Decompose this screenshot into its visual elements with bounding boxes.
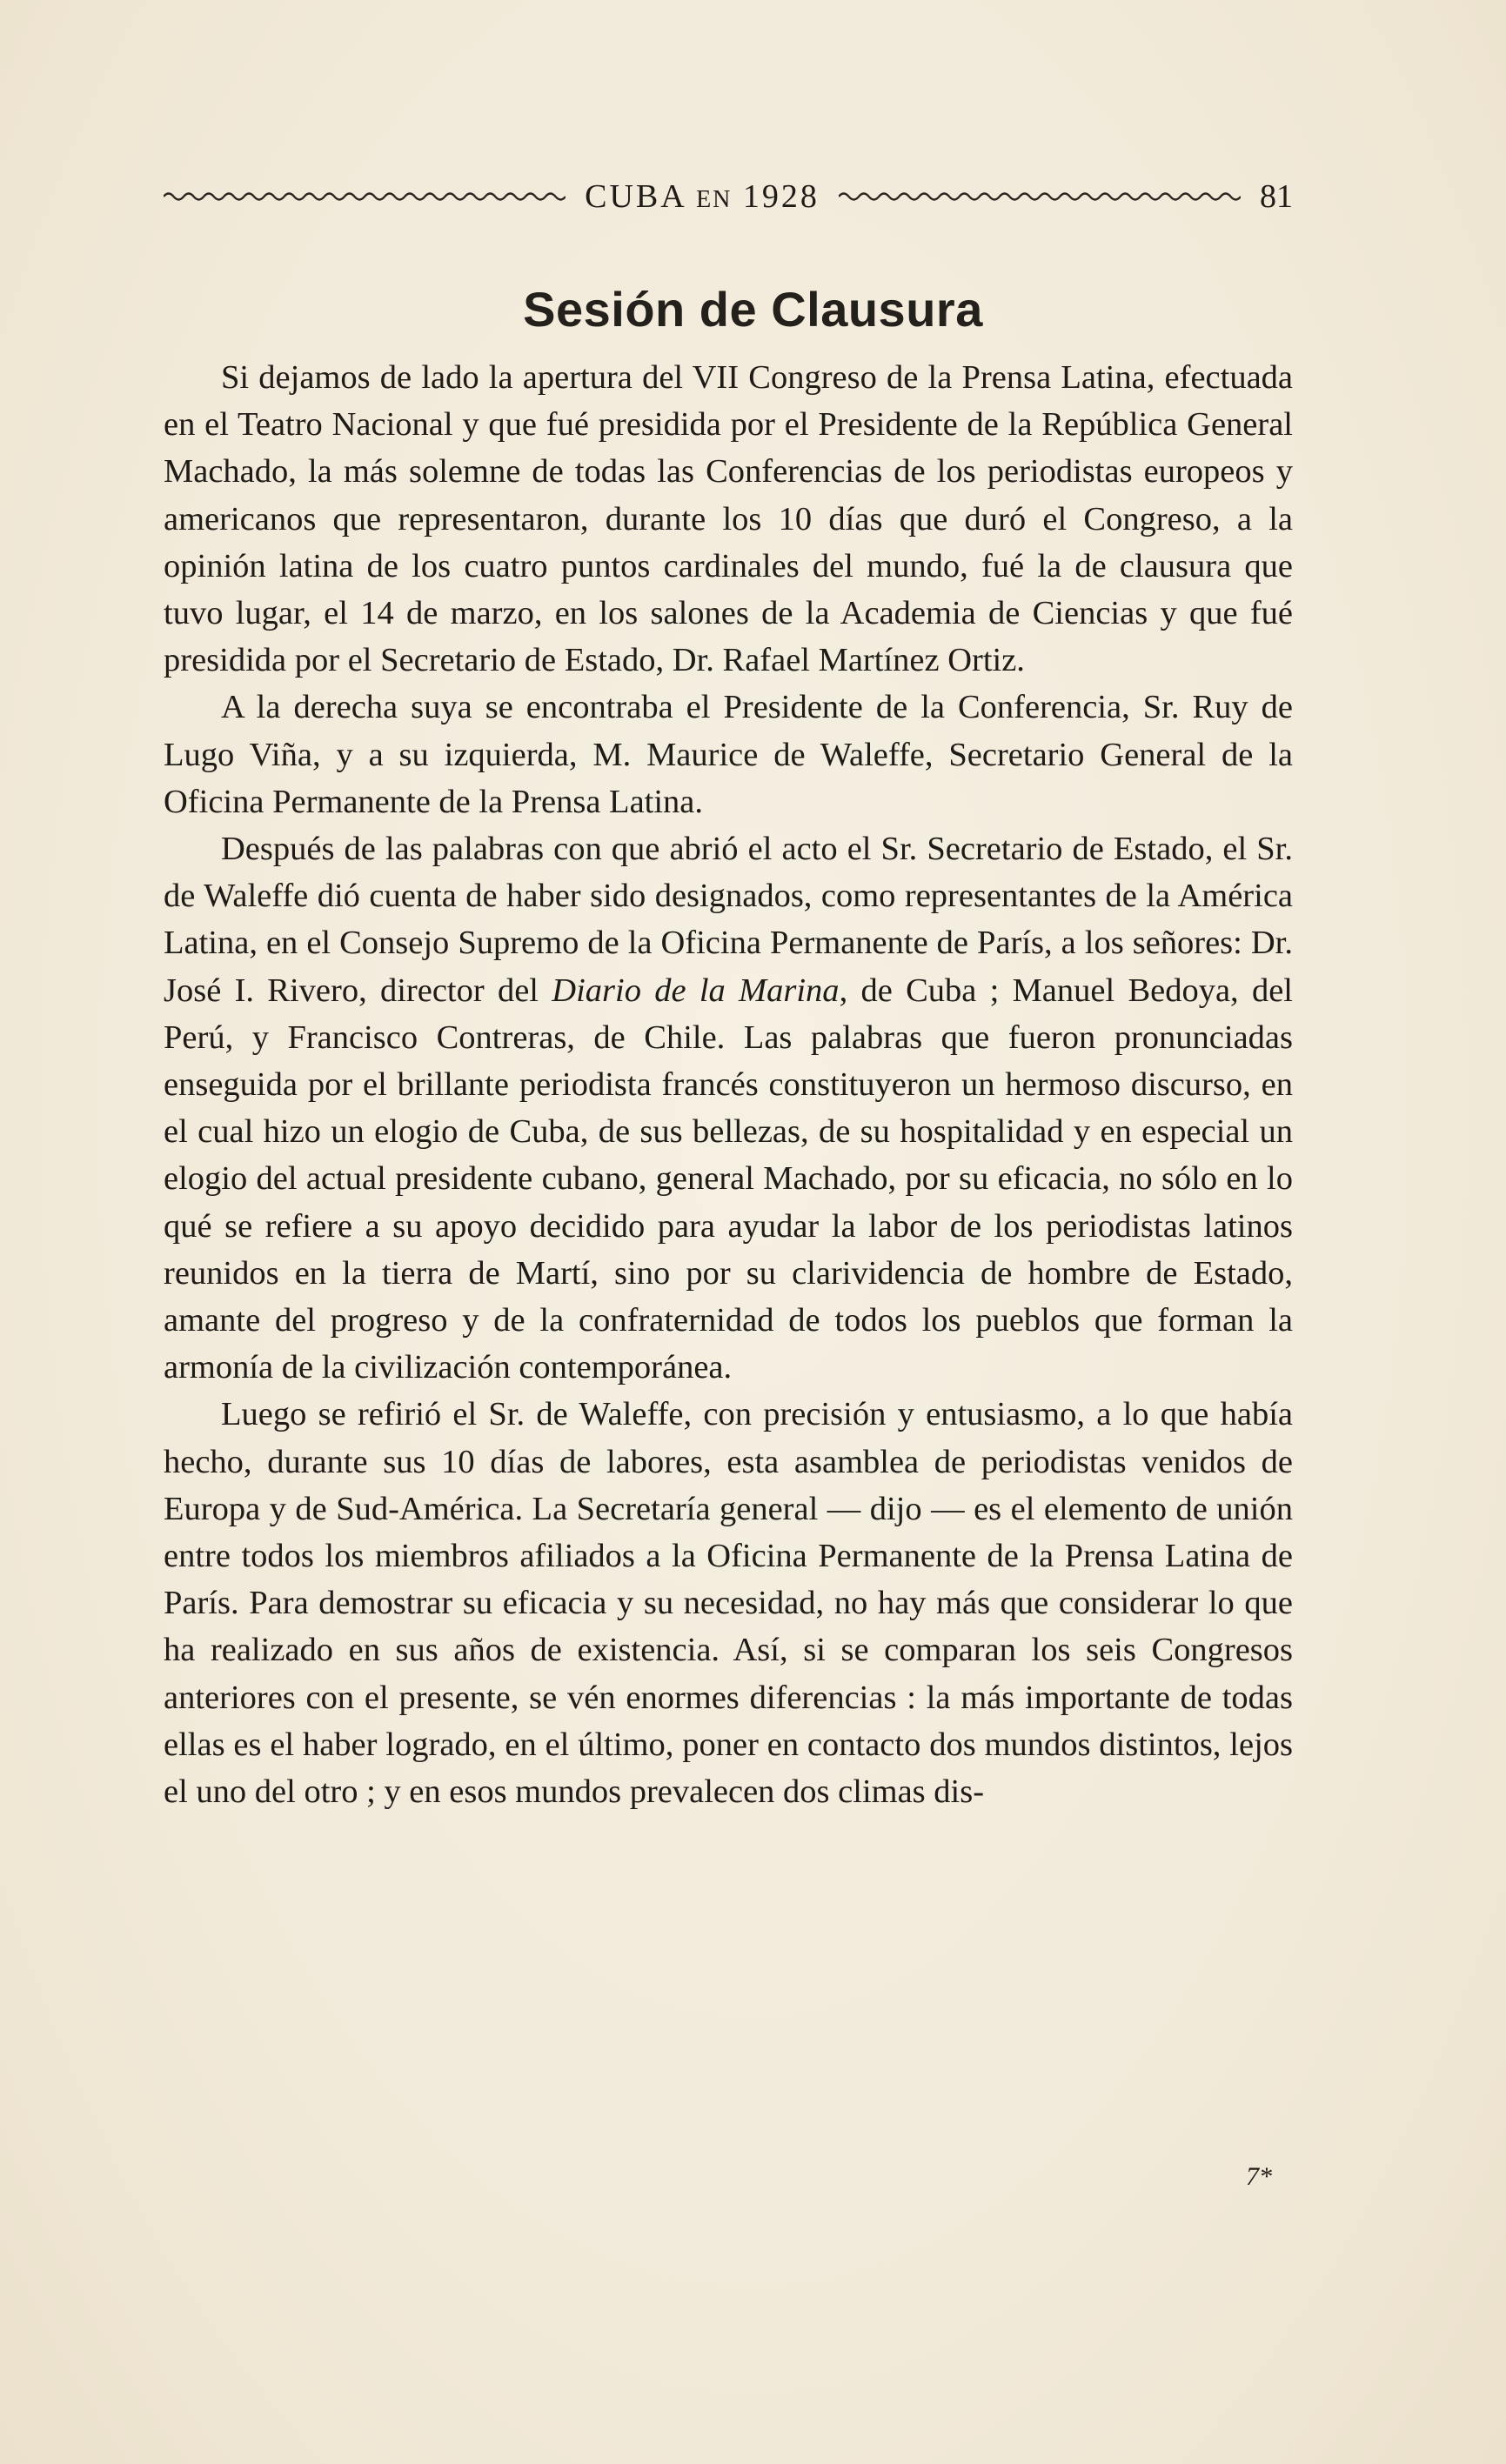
running-head: [164, 170, 1293, 223]
newspaper-title: Diario de la Marina: [552, 972, 840, 1009]
paragraph-3: [164, 825, 1293, 1391]
paragraph-4: Luego se refirió el Sr. de Waleffe, con precisión y entusiasmo, a lo que había hecho, durante sus 10 días de labores, esta asamblea de periodistas venidos de Europa y de Sud-América. La Secretaría general — dijo — es el elemento de unión entre todos los miembros afiliados a la Oficina Permanente de la Prensa Latina de París. Para demostrar su eficacia y su necesidad, no hay más que considerar lo que ha realizado en sus años de existencia. Así, si se comparan los seis Congresos anteriores con el presente, se vén enormes diferencias : la más importante de todas ellas es el haber logrado, en el último, poner en contacto dos mundos distintos, lejos el uno del otro ; y en esos mundos prevalecen dos climas dis-: [164, 1396, 1293, 1811]
signature-mark: 7*: [1246, 2162, 1272, 2191]
section-title: Sesión de Clausura: [523, 281, 983, 337]
paragraph-1: Si dejamos de lado la apertura del VII Congreso de la Prensa Latina, efectuada en el Teatro Nacional y que fué presidida por el Presidente de la República General Machado, la más solemne de todas las Conferencias de los periodistas europeos y americanos que representaron, durante los 10 días que duró el Congreso, a la opinión latina de los cuatro puntos cardinales del mundo, fué la de clausura que tuvo lugar, el 14 de marzo, en los salones de la Academia de Ciencias y que fué presidida por el Secretario de Estado, Dr. Rafael Martínez Ortiz.: [164, 359, 1293, 679]
paragraph-3-text-after: , de Cuba ; Manuel Bedoya, del Perú, y Francisco Contreras, de Chile. Las palabras que fueron pronunciadas enseguida por el brillante periodista francés constituyeron un hermoso discurso, en el cual hizo un elogio de Cuba, de sus bellezas, de su hospitalidad y en especial un elogio del actual presidente cubano, general Machado, por su eficacia, no sólo en lo qué se refiere a su apoyo decidido para ayudar la labor de los periodistas latinos reunidos en la tierra de Martí, sino por su clarividencia de hombre de Estado, amante del progreso y de la confraternidad de todos los pueblos que forman la armonía de la civilización contemporánea.: [164, 972, 1293, 1386]
page-number: 81: [1260, 178, 1293, 215]
wavy-ornament-right: [839, 190, 1241, 203]
wavy-ornament-left: [164, 190, 566, 203]
paragraph-2: A la derecha suya se encontraba el Presidente de la Conferencia, Sr. Ruy de Lugo Viña, y a su izquierda, M. Maurice de Waleffe, Secretario General de la Oficina Permanente de la Prensa Latina.: [164, 689, 1293, 820]
article-body: [164, 354, 1293, 1815]
running-head-title: CUBA EN 1928: [585, 178, 820, 215]
paragraph-3-text-before: Después de las palabras con que abrió el acto el Sr. Secretario de Estado, el Sr. de Waleffe dió cuenta de haber sido designados, como representantes de la América Latina, en el Consejo Supremo de la Oficina Permanente de París, a los señores: Dr. José I. Rivero, director del: [164, 831, 1293, 1009]
